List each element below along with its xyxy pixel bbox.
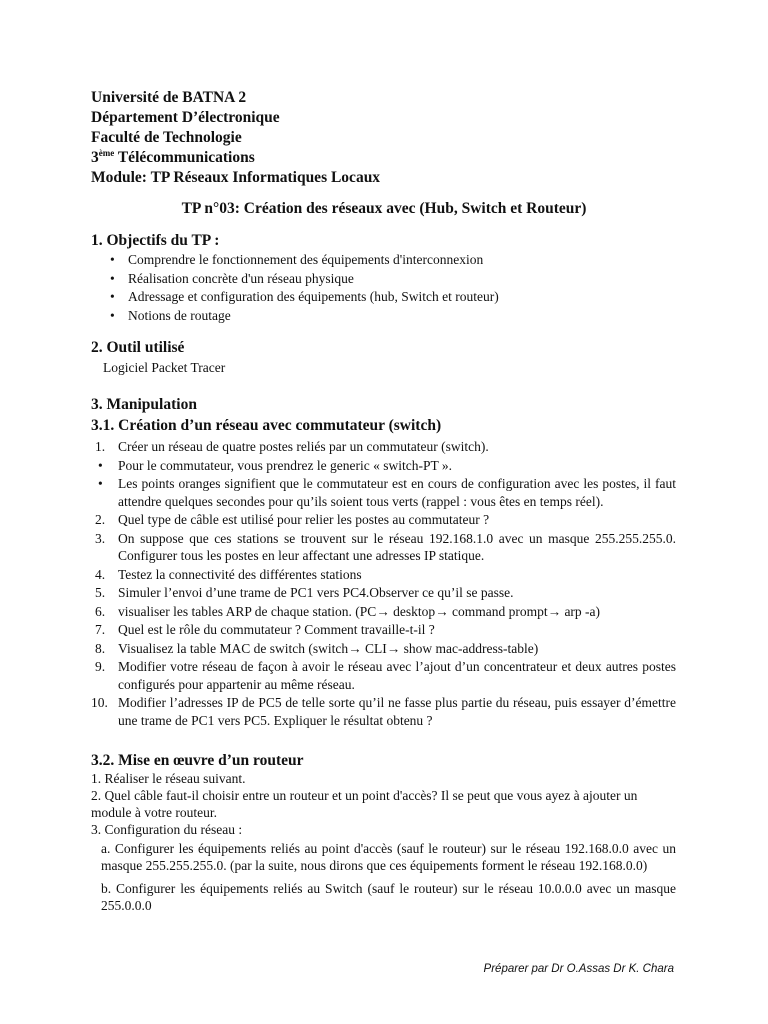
section-3-2-heading: 3.2. Mise en œuvre d’un routeur [91,752,304,769]
tp-title: TP n°03: Création des réseaux avec (Hub, Switch et Routeur) [181,200,587,217]
step-item: 9. Modifier votre réseau de façon à avoir le réseau avec l’ajout d’un concentrateur et deux autres postes configurés pour appartenir au même réseau. [95,659,676,692]
manipulation-steps [91,438,676,730]
step-item: 6. visualiser les tables ARP de chaque station. (PC→ desktop→ command prompt→ arp -a) [95,603,601,619]
step-item: 10. Modifier l’adresses IP de PC5 de telle sorte qu’il ne fasse plus partie du réseau, puis essayer d’émettre une trame de PC1 vers PC5. Expliquer le résultat obtenu ? [91,695,676,728]
step-item: 5. Simuler l’envoi d’une trame de PC1 vers PC4.Observer ce qu’il se passe. [95,585,514,600]
footer-author: Préparer par Dr O.Assas Dr K. Chara [483,963,674,975]
document-header [91,88,380,188]
router-line: 3. Configuration du réseau : [91,822,243,837]
list-item: • Notions de routage [110,307,499,326]
department-name: Département D’électronique [91,109,280,126]
list-item: • Réalisation concrète d'un réseau physique [110,270,499,289]
step-item: 3. On suppose que ces stations se trouvent sur le réseau 192.168.1.0 avec un masque 255.255.255.0. Configurer tous les postes en leur affectant une adresses IP statique. [95,530,676,563]
config-item-a: a. Configurer les équipements reliés au point d'accès (sauf le routeur) sur le réseau 192.168.0.0 avec un masque 255.255.255.0. (par la suite, nous dirons que ces équipements forment le réseau 192.168.0.0) [101,841,676,873]
router-line: 2. Quel câble faut-il choisir entre un routeur et un point d'accès? Il se peut que vous ayez à ajouter un module à votre routeur. [91,788,638,820]
faculty-name: Faculté de Technologie [91,129,242,146]
university-name: Université de BATNA 2 [91,89,247,106]
step-item: 8. Visualisez la table MAC de switch (switch→ CLI→ show mac-address-table) [95,640,539,656]
section-2-heading: 2. Outil utilisé [91,339,185,356]
router-line: 1. Réaliser le réseau suivant. [91,771,246,786]
step-item: • Les points oranges signifient que le commutateur est en cours de configuration avec les postes, il faut attendre quelques secondes pour qu’ils soient tous verts (rappel : vous êtes en temps réel). [98,476,676,509]
step-item: 4. Testez la connectivité des différentes stations [95,566,362,582]
tool-text: Logiciel Packet Tracer [103,360,226,375]
section-3-1-heading: 3.1. Création d’un réseau avec commutateur (switch) [91,417,442,434]
step-item: • Pour le commutateur, vous prendrez le generic « switch-PT ». [98,457,452,473]
list-item: • Adressage et configuration des équipements (hub, Switch et routeur) [110,288,499,307]
section-3-heading: 3. Manipulation [91,396,197,413]
section-1-heading: 1. Objectifs du TP : [91,232,220,249]
objectives-list [110,251,499,325]
class-level: 3ème Télécommunications [91,147,255,166]
list-item: • Comprendre le fonctionnement des équipements d'interconnexion [110,251,499,270]
step-item: 1. Créer un réseau de quatre postes reliés par un commutateur (switch). [95,439,489,454]
module-name: Module: TP Réseaux Informatiques Locaux [91,169,381,186]
step-item: 7. Quel est le rôle du commutateur ? Comment travaille-t-il ? [95,622,435,637]
step-item: 2. Quel type de câble est utilisé pour relier les postes au commutateur ? [95,512,490,527]
config-item-b: b. Configurer les équipements reliés au Switch (sauf le routeur) sur le réseau 10.0.0.0 avec un masque 255.0.0.0 [101,881,676,913]
router-section [91,770,676,914]
